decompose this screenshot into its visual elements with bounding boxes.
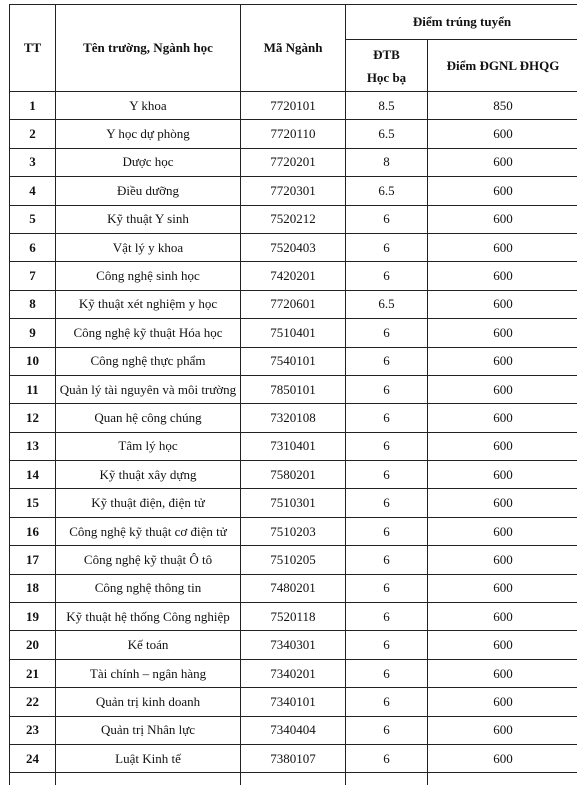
dtb-score: 6	[346, 461, 428, 489]
major-code: 7580201	[241, 461, 346, 489]
table-row	[10, 603, 577, 631]
dtb-score: 8	[346, 148, 428, 176]
dgnl-score: 850	[428, 92, 577, 120]
dgnl-score: 600	[428, 517, 577, 545]
row-number: 9	[10, 319, 56, 347]
header-dtb-line1: ĐTB	[373, 46, 400, 62]
dtb-score: 6.5	[346, 177, 428, 205]
major-code: 7520403	[241, 233, 346, 261]
major-code: 7380107	[241, 744, 346, 772]
major-name: Kỹ thuật xét nghiệm y học	[56, 290, 241, 318]
dtb-score: 6	[346, 659, 428, 687]
dgnl-score: 600	[428, 574, 577, 602]
major-name: Kỹ thuật điện, điện tử	[56, 489, 241, 517]
dgnl-score: 600	[428, 688, 577, 716]
table-row-partial	[10, 773, 577, 785]
major-name: Dược học	[56, 148, 241, 176]
dgnl-score: 600	[428, 205, 577, 233]
header-dgnl-score: Điểm ĐGNL ĐHQG	[428, 40, 577, 92]
header-school-major: Tên trường, Ngành học	[56, 5, 241, 92]
table-row	[10, 375, 577, 403]
row-number: 8	[10, 290, 56, 318]
major-code: 7720301	[241, 177, 346, 205]
dgnl-score: 600	[428, 233, 577, 261]
table-row	[10, 290, 577, 318]
dtb-score: 6	[346, 205, 428, 233]
row-number: 24	[10, 744, 56, 772]
major-name: Luật Kinh tế	[56, 744, 241, 772]
major-code: 7510205	[241, 546, 346, 574]
table-body	[10, 92, 577, 785]
major-name: Công nghệ thực phẩm	[56, 347, 241, 375]
major-name: Kỹ thuật xây dựng	[56, 461, 241, 489]
major-code: 7510203	[241, 517, 346, 545]
dtb-score: 6	[346, 603, 428, 631]
empty-cell	[56, 773, 241, 785]
dgnl-score: 600	[428, 120, 577, 148]
dgnl-score: 600	[428, 375, 577, 403]
table-row	[10, 489, 577, 517]
dgnl-score: 600	[428, 319, 577, 347]
major-name: Y học dự phòng	[56, 120, 241, 148]
dgnl-score: 600	[428, 347, 577, 375]
major-code: 7520118	[241, 603, 346, 631]
row-number: 14	[10, 461, 56, 489]
dtb-score: 6	[346, 517, 428, 545]
row-number: 7	[10, 262, 56, 290]
table-row	[10, 319, 577, 347]
table-row	[10, 517, 577, 545]
row-number: 4	[10, 177, 56, 205]
major-name: Y khoa	[56, 92, 241, 120]
empty-cell	[428, 773, 577, 785]
dgnl-score: 600	[428, 262, 577, 290]
empty-cell	[10, 773, 56, 785]
header-tt: TT	[10, 5, 56, 92]
row-number: 13	[10, 432, 56, 460]
table-row	[10, 148, 577, 176]
major-code: 7420201	[241, 262, 346, 290]
table-row	[10, 92, 577, 120]
row-number: 22	[10, 688, 56, 716]
dgnl-score: 600	[428, 631, 577, 659]
row-number: 18	[10, 574, 56, 602]
dtb-score: 6	[346, 262, 428, 290]
table-row	[10, 659, 577, 687]
table-row	[10, 262, 577, 290]
row-number: 19	[10, 603, 56, 631]
empty-cell	[241, 773, 346, 785]
dtb-score: 6	[346, 233, 428, 261]
row-number: 16	[10, 517, 56, 545]
dtb-score: 6	[346, 375, 428, 403]
table-row	[10, 461, 577, 489]
major-code: 7540101	[241, 347, 346, 375]
row-number: 17	[10, 546, 56, 574]
row-number: 11	[10, 375, 56, 403]
dtb-score: 6.5	[346, 120, 428, 148]
major-code: 7340404	[241, 716, 346, 744]
dtb-score: 6	[346, 744, 428, 772]
table-row	[10, 404, 577, 432]
dgnl-score: 600	[428, 546, 577, 574]
major-code: 7720110	[241, 120, 346, 148]
table-row	[10, 716, 577, 744]
major-code: 7480201	[241, 574, 346, 602]
major-name: Công nghệ kỹ thuật Hóa học	[56, 319, 241, 347]
row-number: 1	[10, 92, 56, 120]
table-row	[10, 432, 577, 460]
table-row	[10, 205, 577, 233]
row-number: 10	[10, 347, 56, 375]
table-row	[10, 546, 577, 574]
row-number: 3	[10, 148, 56, 176]
major-name: Kỹ thuật hệ thống Công nghiệp	[56, 603, 241, 631]
table-row	[10, 177, 577, 205]
major-name: Kế toán	[56, 631, 241, 659]
dgnl-score: 600	[428, 404, 577, 432]
major-code: 7340101	[241, 688, 346, 716]
table-row	[10, 744, 577, 772]
major-name: Công nghệ kỹ thuật cơ điện tử	[56, 517, 241, 545]
major-name: Quản lý tài nguyên và môi trường	[56, 375, 241, 403]
dtb-score: 6.5	[346, 290, 428, 318]
dgnl-score: 600	[428, 290, 577, 318]
dgnl-score: 600	[428, 148, 577, 176]
row-number: 12	[10, 404, 56, 432]
dtb-score: 6	[346, 347, 428, 375]
row-number: 21	[10, 659, 56, 687]
dgnl-score: 600	[428, 603, 577, 631]
table-row	[10, 120, 577, 148]
major-name: Công nghệ sinh học	[56, 262, 241, 290]
dgnl-score: 600	[428, 461, 577, 489]
dtb-score: 6	[346, 688, 428, 716]
header-major-code: Mã Ngành	[241, 5, 346, 92]
row-number: 20	[10, 631, 56, 659]
dgnl-score: 600	[428, 489, 577, 517]
major-name: Công nghệ thông tin	[56, 574, 241, 602]
row-number: 6	[10, 233, 56, 261]
major-code: 7510401	[241, 319, 346, 347]
row-number: 2	[10, 120, 56, 148]
header-dtb-line2: Học bạ	[366, 69, 407, 85]
major-name: Kỹ thuật Y sinh	[56, 205, 241, 233]
dgnl-score: 600	[428, 659, 577, 687]
major-name: Điều dưỡng	[56, 177, 241, 205]
row-number: 15	[10, 489, 56, 517]
dtb-score: 6	[346, 574, 428, 602]
major-name: Công nghệ kỹ thuật Ô tô	[56, 546, 241, 574]
major-name: Quan hệ công chúng	[56, 404, 241, 432]
header-dtb-hoc-ba	[346, 40, 428, 92]
major-name: Tài chính – ngân hàng	[56, 659, 241, 687]
major-code: 7340201	[241, 659, 346, 687]
row-number: 23	[10, 716, 56, 744]
table-row	[10, 233, 577, 261]
major-code: 7720601	[241, 290, 346, 318]
header-admission-score: Điểm trúng tuyển	[346, 5, 577, 40]
dtb-score: 6	[346, 631, 428, 659]
empty-cell	[346, 773, 428, 785]
dtb-score: 6	[346, 404, 428, 432]
major-code: 7510301	[241, 489, 346, 517]
dgnl-score: 600	[428, 716, 577, 744]
dtb-score: 6	[346, 489, 428, 517]
major-name: Vật lý y khoa	[56, 233, 241, 261]
dgnl-score: 600	[428, 432, 577, 460]
admission-score-table	[9, 4, 577, 785]
dtb-score: 6	[346, 546, 428, 574]
major-code: 7720201	[241, 148, 346, 176]
dgnl-score: 600	[428, 744, 577, 772]
table-row	[10, 574, 577, 602]
header-row-top	[10, 5, 577, 40]
major-code: 7520212	[241, 205, 346, 233]
row-number: 5	[10, 205, 56, 233]
major-code: 7320108	[241, 404, 346, 432]
major-name: Tâm lý học	[56, 432, 241, 460]
major-code: 7720101	[241, 92, 346, 120]
table-row	[10, 688, 577, 716]
dtb-score: 8.5	[346, 92, 428, 120]
major-code: 7340301	[241, 631, 346, 659]
table-row	[10, 631, 577, 659]
dtb-score: 6	[346, 432, 428, 460]
dgnl-score: 600	[428, 177, 577, 205]
table-row	[10, 347, 577, 375]
major-name: Quản trị kinh doanh	[56, 688, 241, 716]
major-code: 7850101	[241, 375, 346, 403]
dtb-score: 6	[346, 319, 428, 347]
dtb-score: 6	[346, 716, 428, 744]
major-code: 7310401	[241, 432, 346, 460]
major-name: Quản trị Nhân lực	[56, 716, 241, 744]
